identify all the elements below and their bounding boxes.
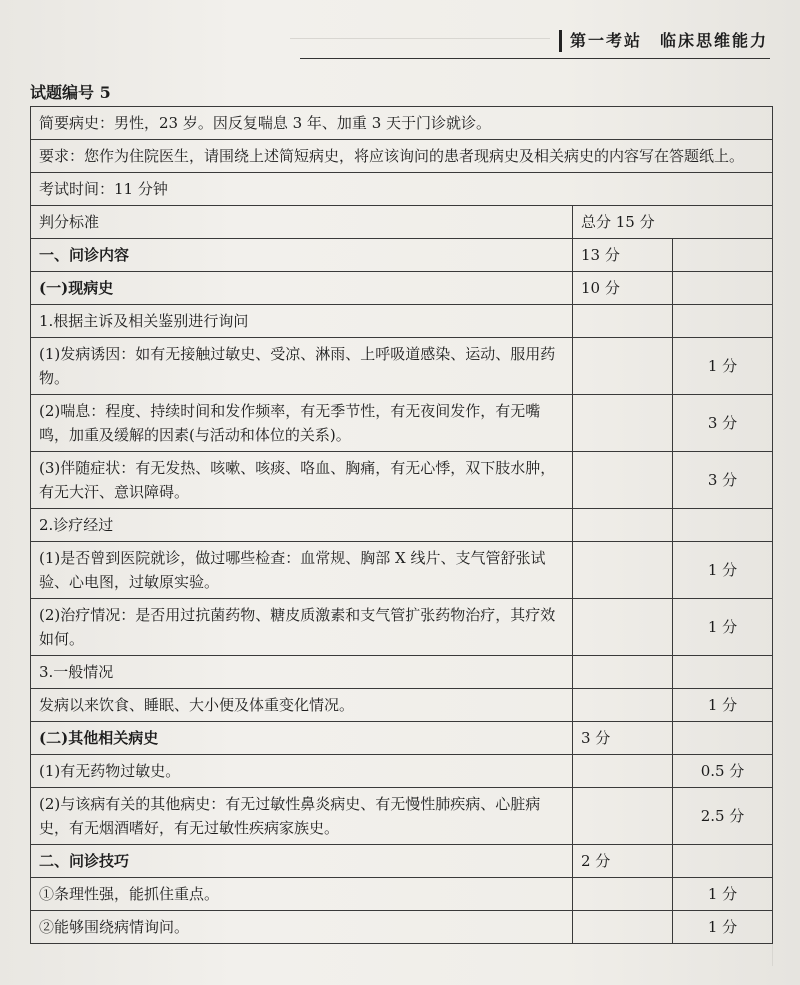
empty-cell <box>573 509 673 542</box>
case-requirement: 要求：您作为住院医生，请围绕上述简短病史，将应该询问的患者现病史及相关病史的内容写在答题纸上。 <box>31 140 773 173</box>
empty-cell <box>673 845 773 878</box>
item-score: 3 分 <box>673 452 773 509</box>
page-header <box>0 28 800 64</box>
item-score: 3 分 <box>673 395 773 452</box>
item-label: (2)与该病有关的其他病史：有无过敏性鼻炎病史、有无慢性肺疾病、心脏病史，有无烟酒嗜好，有无过敏性疾病家族史。 <box>31 788 573 845</box>
table-row <box>31 395 773 452</box>
table-row <box>31 599 773 656</box>
table-row <box>31 911 773 944</box>
item-label: 发病以来饮食、睡眠、大小便及体重变化情况。 <box>31 689 573 722</box>
empty-cell <box>573 911 673 944</box>
table-row <box>31 272 773 305</box>
item-label: (1)有无药物过敏史。 <box>31 755 573 788</box>
table-row <box>31 755 773 788</box>
empty-cell <box>673 272 773 305</box>
section-score: 13 分 <box>573 239 673 272</box>
table-row <box>31 788 773 845</box>
item-label: (3)伴随症状：有无发热、咳嗽、咳痰、咯血、胸痛，有无心悸，双下肢水肿，有无大汗、意识障碍。 <box>31 452 573 509</box>
table-row <box>31 305 773 338</box>
section-score: 3 分 <box>573 722 673 755</box>
empty-cell <box>673 656 773 689</box>
table-row <box>31 452 773 509</box>
header-rule <box>300 58 770 59</box>
table-row <box>31 542 773 599</box>
table-row <box>31 140 773 173</box>
table-row <box>31 722 773 755</box>
exam-id: 试题编号 5 <box>30 83 111 102</box>
table-row <box>31 239 773 272</box>
item-label: (1)发病诱因：如有无接触过敏史、受凉、淋雨、上呼吸道感染、运动、服用药物。 <box>31 338 573 395</box>
running-header-title: 第一考站 临床思维能力 <box>559 30 768 52</box>
table-row <box>31 338 773 395</box>
exam-time: 考试时间：11 分钟 <box>31 173 773 206</box>
empty-cell <box>573 689 673 722</box>
table-row <box>31 206 773 239</box>
table-row <box>31 689 773 722</box>
empty-cell <box>673 305 773 338</box>
criteria-header: 判分标准 <box>31 206 573 239</box>
table-row <box>31 878 773 911</box>
item-score: 1 分 <box>673 338 773 395</box>
item-score: 2.5 分 <box>673 788 773 845</box>
item-score: 1 分 <box>673 911 773 944</box>
item-label: 1.根据主诉及相关鉴别进行询问 <box>31 305 573 338</box>
empty-cell <box>673 239 773 272</box>
empty-cell <box>573 338 673 395</box>
table-row <box>31 173 773 206</box>
table-row <box>31 845 773 878</box>
section-label: (二)其他相关病史 <box>31 722 573 755</box>
bleed-through-edge <box>772 106 800 966</box>
empty-cell <box>573 542 673 599</box>
item-score: 1 分 <box>673 542 773 599</box>
item-score: 1 分 <box>673 689 773 722</box>
section-score: 2 分 <box>573 845 673 878</box>
empty-cell <box>573 599 673 656</box>
section-label: 一、问诊内容 <box>31 239 573 272</box>
case-history: 简要病史：男性，23 岁。因反复喘息 3 年、加重 3 天于门诊就诊。 <box>31 107 773 140</box>
section-label: (一)现病史 <box>31 272 573 305</box>
section-score: 10 分 <box>573 272 673 305</box>
item-score: 1 分 <box>673 878 773 911</box>
empty-cell <box>573 878 673 911</box>
empty-cell <box>573 656 673 689</box>
empty-cell <box>573 305 673 338</box>
empty-cell <box>573 395 673 452</box>
item-label: (2)治疗情况：是否用过抗菌药物、糖皮质激素和支气管扩张药物治疗，其疗效如何。 <box>31 599 573 656</box>
empty-cell <box>673 722 773 755</box>
item-label: ②能够围绕病情询问。 <box>31 911 573 944</box>
empty-cell <box>573 755 673 788</box>
empty-cell <box>673 509 773 542</box>
table-row <box>31 656 773 689</box>
item-score: 1 分 <box>673 599 773 656</box>
empty-cell <box>573 452 673 509</box>
item-score: 0.5 分 <box>673 755 773 788</box>
item-label: ①条理性强，能抓住重点。 <box>31 878 573 911</box>
item-label: 2.诊疗经过 <box>31 509 573 542</box>
total-score: 总分 15 分 <box>573 206 773 239</box>
scoring-table <box>30 106 773 944</box>
table-row <box>31 509 773 542</box>
section-label: 二、问诊技巧 <box>31 845 573 878</box>
item-label: 3.一般情况 <box>31 656 573 689</box>
header-faint-line <box>290 38 550 51</box>
item-label: (1)是否曾到医院就诊，做过哪些检查：血常规、胸部 X 线片、支气管舒张试验、心电图，过敏原实验。 <box>31 542 573 599</box>
empty-cell <box>573 788 673 845</box>
table-row <box>31 107 773 140</box>
item-label: (2)喘息：程度、持续时间和发作频率，有无季节性，有无夜间发作，有无嘴鸣，加重及缓解的因素(与活动和体位的关系)。 <box>31 395 573 452</box>
